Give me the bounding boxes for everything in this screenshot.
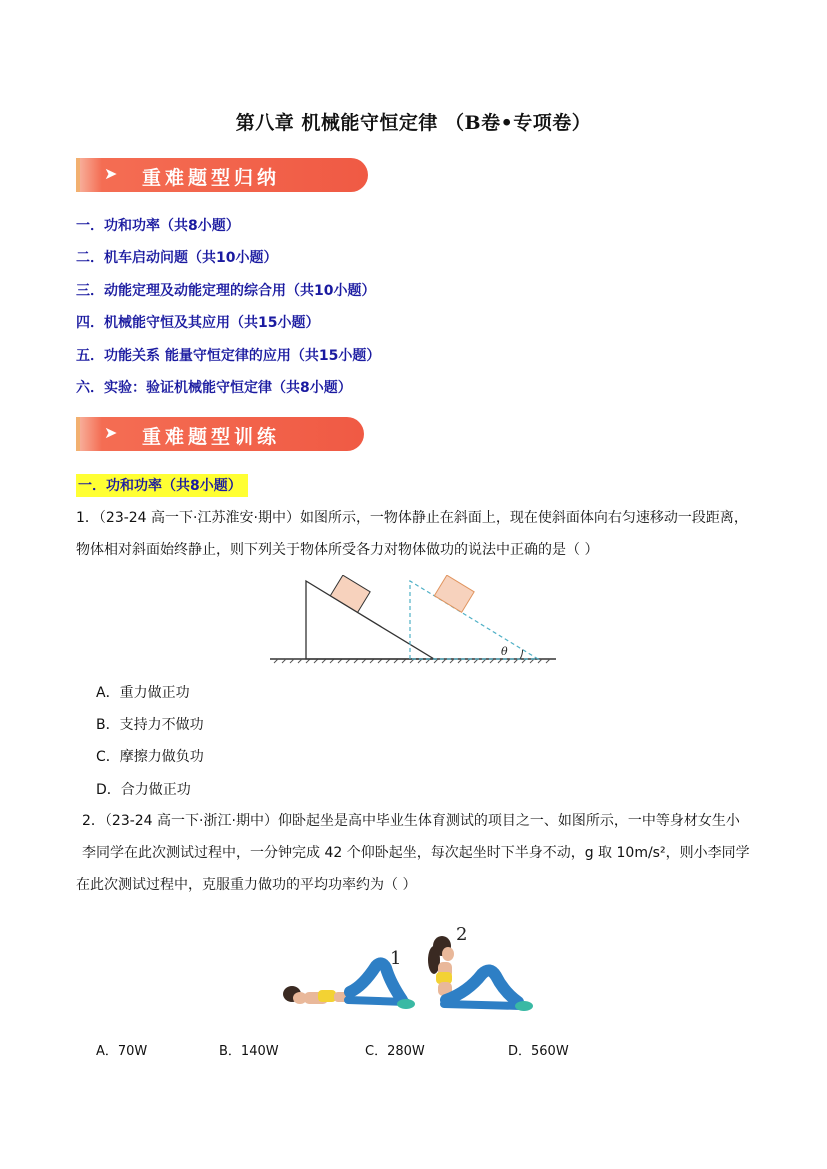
page-title: 第八章 机械能守恒定律 （B卷•专项卷） xyxy=(235,112,592,134)
q2-option-b[interactable]: B．140W xyxy=(219,1044,279,1059)
section-banner-training xyxy=(76,417,364,451)
q2-option-c[interactable]: C．280W xyxy=(365,1044,425,1059)
option-b[interactable]: B．支持力不做功 xyxy=(96,717,204,733)
chevron-right-icon: ➤ xyxy=(104,423,118,442)
toc-item-6[interactable]: 六．实验：验证机械能守恒定律（共8小题） xyxy=(76,380,352,396)
block-dashed xyxy=(434,575,474,612)
banner-label: 重难题型归纳 xyxy=(142,167,281,189)
pose-1-person xyxy=(283,963,415,1009)
question-2-line3: 在此次测试过程中，克服重力做功的平均功率约为（ ） xyxy=(76,877,417,893)
angle-label: θ xyxy=(501,645,508,658)
question-1-stem xyxy=(76,502,756,566)
situp-figure xyxy=(278,920,540,1020)
option-c[interactable]: C．摩擦力做负功 xyxy=(96,749,204,765)
question-2-line1: 2．（23-24 高一下·浙江·期中）仰卧起坐是高中毕业生体育测试的项目之一、如图所示，一中等身材女生小 xyxy=(82,813,740,829)
angle-arc xyxy=(520,650,523,659)
q2-option-d[interactable]: D．560W xyxy=(508,1044,569,1059)
pose-2-person xyxy=(428,936,533,1011)
block-solid xyxy=(330,575,370,612)
toc-item-3[interactable]: 三．动能定理及动能定理的综合用（共10小题） xyxy=(76,283,376,299)
question-1-line1: 1．（23-24 高一下·江苏淮安·期中）如图所示，一物体静止在斜面上，现在使斜面体向右匀速移动一段距离， xyxy=(76,510,748,526)
pose-label-2: 2 xyxy=(456,924,468,945)
section-banner-summary xyxy=(76,158,368,192)
toc-item-4[interactable]: 四．机械能守恒及其应用（共15小题） xyxy=(76,315,320,331)
question-1-line2: 物体相对斜面始终静止，则下列关于物体所受各力对物体做功的说法中正确的是（ ） xyxy=(76,542,599,558)
toc-item-5[interactable]: 五．功能关系 能量守恒定律的应用（共15小题） xyxy=(76,348,381,364)
toc-item-2[interactable]: 二．机车启动问题（共10小题） xyxy=(76,250,278,266)
option-d[interactable]: D．合力做正功 xyxy=(96,782,191,798)
question-2-line2: 李同学在此次测试过程中，一分钟完成 42 个仰卧起坐，每次起坐时下半身不动，g 取 10m/s²，则小李同学 xyxy=(82,845,750,861)
question-2-stem xyxy=(76,805,762,901)
q2-option-a[interactable]: A．70W xyxy=(96,1044,148,1059)
section-heading-highlighted: 一．功和功率（共8小题） xyxy=(76,474,248,497)
option-a[interactable]: A．重力做正功 xyxy=(96,685,190,701)
chevron-right-icon: ➤ xyxy=(104,164,118,183)
banner-label: 重难题型训练 xyxy=(142,426,281,448)
pose-label-1: 1 xyxy=(390,948,402,969)
incline-figure xyxy=(268,575,560,667)
toc-item-1[interactable]: 一．功和功率（共8小题） xyxy=(76,218,240,234)
